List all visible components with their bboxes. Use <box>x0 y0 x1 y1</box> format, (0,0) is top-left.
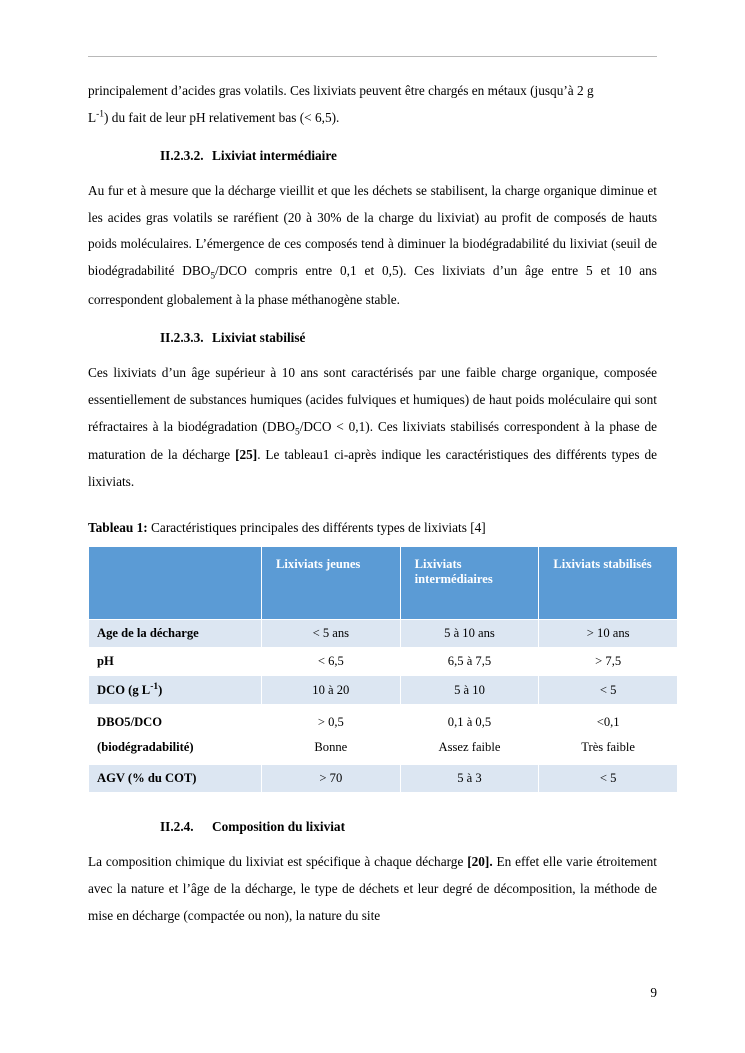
table-row <box>89 676 678 705</box>
row-label-dbo5-dco: DBO5/DCO (biodégradabilité) <box>89 705 262 765</box>
table-header-jeunes: Lixiviats jeunes <box>262 547 401 620</box>
paragraph-intermediaire-part1: Au fur et à mesure que la décharge vieillit et que les déchets se stabilisent, la charge organique diminue et les acides gras volatils se raréfient (20 à 30% de la charge du lixiviat) au profit de composés de hauts poids moléculaires. L’émergence de ces composés tend à diminuer la biodégradabilité du lixiviat (seuil de biodégradabilité DBO <box>88 182 657 279</box>
cell-dbo5-jeunes: > 0,5 Bonne <box>262 705 401 765</box>
lixiviat-characteristics-table <box>88 546 678 793</box>
cell-dbo5-intermediaires: 0,1 à 0,5 Assez faible <box>400 705 539 765</box>
cell-dco-stabilises: < 5 <box>539 676 678 705</box>
paragraph-intro <box>88 78 657 132</box>
heading-composition-lixiviat <box>88 817 657 837</box>
table-head <box>89 547 678 620</box>
cell-age-intermediaires: 5 à 10 ans <box>400 620 539 648</box>
heading-number: II.2.3.3. <box>160 329 204 345</box>
heading-lixiviat-stabilise <box>88 328 657 348</box>
table-container <box>88 546 657 793</box>
paragraph-intermediaire-part2: /DCO compris entre 0,1 et 0,5). Ces lixiviats d’un âge entre 5 et 10 ans correspondent globalement à la phase méthanogène stable. <box>88 263 657 308</box>
table-row <box>89 648 678 676</box>
paragraph-stabilise-part2: /DCO < 0,1). Ces lixiviats stabilisés correspondent à la phase de maturation de la décharge <box>88 418 657 463</box>
paragraph-intermediaire-sub: 5 <box>210 271 216 282</box>
cell-agv-jeunes: > 70 <box>262 765 401 793</box>
paragraph-intro-unit: L <box>88 109 97 125</box>
heading-lixiviat-intermediaire <box>88 146 657 166</box>
paragraph-stabilise-part1: Ces lixiviats d’un âge supérieur à 10 ans sont caractérisés par une faible charge organique, composée essentiellement de substances humiques (acides fulviques et humiques) de haut poids moléculaire qui sont réfractaires à la biodégradation (DBO <box>88 364 657 434</box>
citation-reference-25: [25] <box>235 447 258 463</box>
paragraph-stabilise-part3: . Le tableau1 ci-après indique les caractéristiques des différents types de lixiviats. <box>88 447 657 490</box>
paragraph-composition-part2: En effet elle varie étroitement avec la nature et l’âge de la décharge, le type de déchets et leur degré de décomposition, la méthode de mise en décharge (compactée ou non), la nature du site <box>88 854 657 924</box>
paragraph-composition <box>88 849 657 930</box>
row-label-ph: pH <box>89 648 262 676</box>
heading-label: Composition du lixiviat <box>212 819 345 835</box>
table-body <box>89 620 678 793</box>
cell-ph-jeunes: < 6,5 <box>262 648 401 676</box>
paragraph-intermediaire <box>88 178 657 314</box>
table-header-row <box>89 547 678 620</box>
paragraph-intro-line1: principalement d’acides gras volatils. Ces lixiviats peuvent être chargés en métaux (jusqu’à 2 g <box>88 83 594 98</box>
table-row <box>89 705 678 765</box>
cell-dco-jeunes: 10 à 20 <box>262 676 401 705</box>
table-header-stabilises: Lixiviats stabilisés <box>539 547 678 620</box>
page-number: 9 <box>650 985 657 1000</box>
table-header-intermediaires: Lixiviats intermédiaires <box>400 547 539 620</box>
cell-dbo5-stabilises: <0,1 Très faible <box>539 705 678 765</box>
cell-agv-stabilises: < 5 <box>539 765 678 793</box>
header-rule <box>88 56 657 57</box>
heading-label: Lixiviat intermédiaire <box>212 147 337 163</box>
cell-age-jeunes: < 5 ans <box>262 620 401 648</box>
table-header-blank <box>89 547 262 620</box>
paragraph-composition-part1: La composition chimique du lixiviat est spécifique à chaque décharge <box>88 854 468 870</box>
table-caption-label: Tableau 1: <box>88 520 148 536</box>
cell-ph-stabilises: > 7,5 <box>539 648 678 676</box>
heading-label: Lixiviat stabilisé <box>212 329 306 345</box>
paragraph-stabilise-sub: 5 <box>294 427 300 438</box>
table-row <box>89 620 678 648</box>
row-label-agv: AGV (% du COT) <box>89 765 262 793</box>
citation-reference-20: [20]. <box>467 854 493 870</box>
cell-ph-intermediaires: 6,5 à 7,5 <box>400 648 539 676</box>
heading-number: II.2.3.2. <box>160 147 204 163</box>
table-row <box>89 765 678 793</box>
paragraph-stabilise <box>88 360 657 496</box>
paragraph-intro-exponent: -1 <box>96 109 105 120</box>
table-caption <box>88 518 657 538</box>
table-caption-text: Caractéristiques principales des différents types de lixiviats [4] <box>147 520 486 536</box>
row-label-dco: DCO (g $L^{-1}$) <box>89 676 262 705</box>
cell-agv-intermediaires: 5 à 3 <box>400 765 539 793</box>
cell-dco-intermediaires: 5 à 10 <box>400 676 539 705</box>
heading-number: II.2.4. <box>160 819 194 835</box>
row-label-age: Age de la décharge <box>89 620 262 648</box>
cell-age-stabilises: > 10 ans <box>539 620 678 648</box>
paragraph-intro-line2: ) du fait de leur pH relativement bas (< 6,5). <box>104 109 340 125</box>
